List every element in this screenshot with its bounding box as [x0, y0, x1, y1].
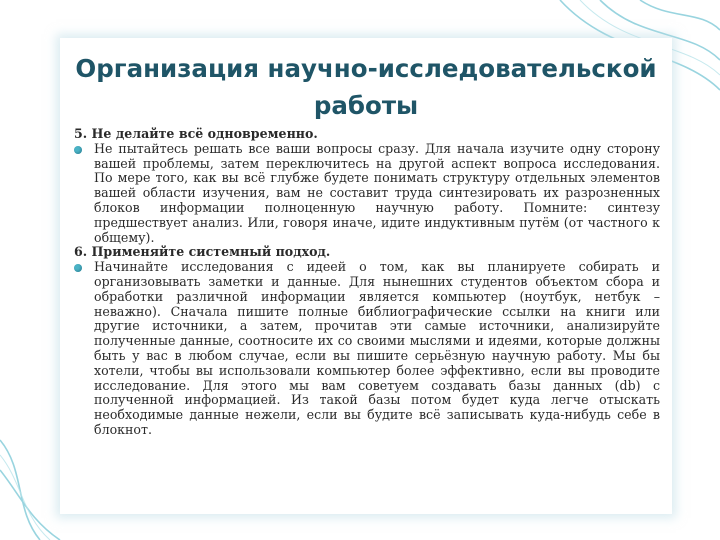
- bullet-icon: [74, 264, 82, 272]
- section-heading-5: 5. Не делайте всё одновременно.: [74, 126, 318, 141]
- slide-title-line-1: Организация научно-исследовательской: [75, 54, 657, 83]
- slide-body: [74, 127, 660, 438]
- slide-title-line-2: работы: [313, 91, 419, 120]
- section-heading-6: 6. Применяйте системный подход.: [74, 244, 331, 260]
- bullet-item-6: [74, 260, 660, 438]
- bullet-item-5: [74, 142, 660, 246]
- slide-title: [60, 50, 672, 124]
- bullet-text-5: Не пытайтесь решать все ваши вопросы сразу. Для начала изучите одну сторону вашей проблемы, затем переключитесь на другой аспект вопроса исследования. По мере того, как вы всё глубже будете понимать структуру отдельных элементов вашей области изучения, вам не составит труда синтезировать их разрозненных блоков информации полноценную научную работу. Помните: синтезу предшествует анализ. Или, говоря иначе, идите индуктивным путём (от частного к общему).: [94, 140, 660, 245]
- bullet-text-6: Начинайте исследования с идеей о том, как вы планируете собирать и организовывать заметки и данные. Для нынешних студентов объектом сбора и обработки различной информации является компьютер (ноутбук, нетбук – неважно). Сначала пишите полные библиографические ссылки на книги или другие источники, а затем, прочитав эти самые источники, анализируйте полученные данные, соотносите их со своими мыслями и идеями, которые должны быть у вас в любом случае, если вы пишите серьёзную научную работу. Мы бы хотели, чтобы вы использовали компьютер более эффективно, если вы проводите исследование. Для этого мы вам советуем создавать базы данных (db) с полученной информацией. Из такой базы потом будет куда легче отыскать необходимые данные нежели, если вы будите всё записывать куда-нибудь себе в блокнот.: [94, 259, 660, 437]
- bullet-icon: [74, 146, 82, 154]
- slide: [60, 38, 672, 514]
